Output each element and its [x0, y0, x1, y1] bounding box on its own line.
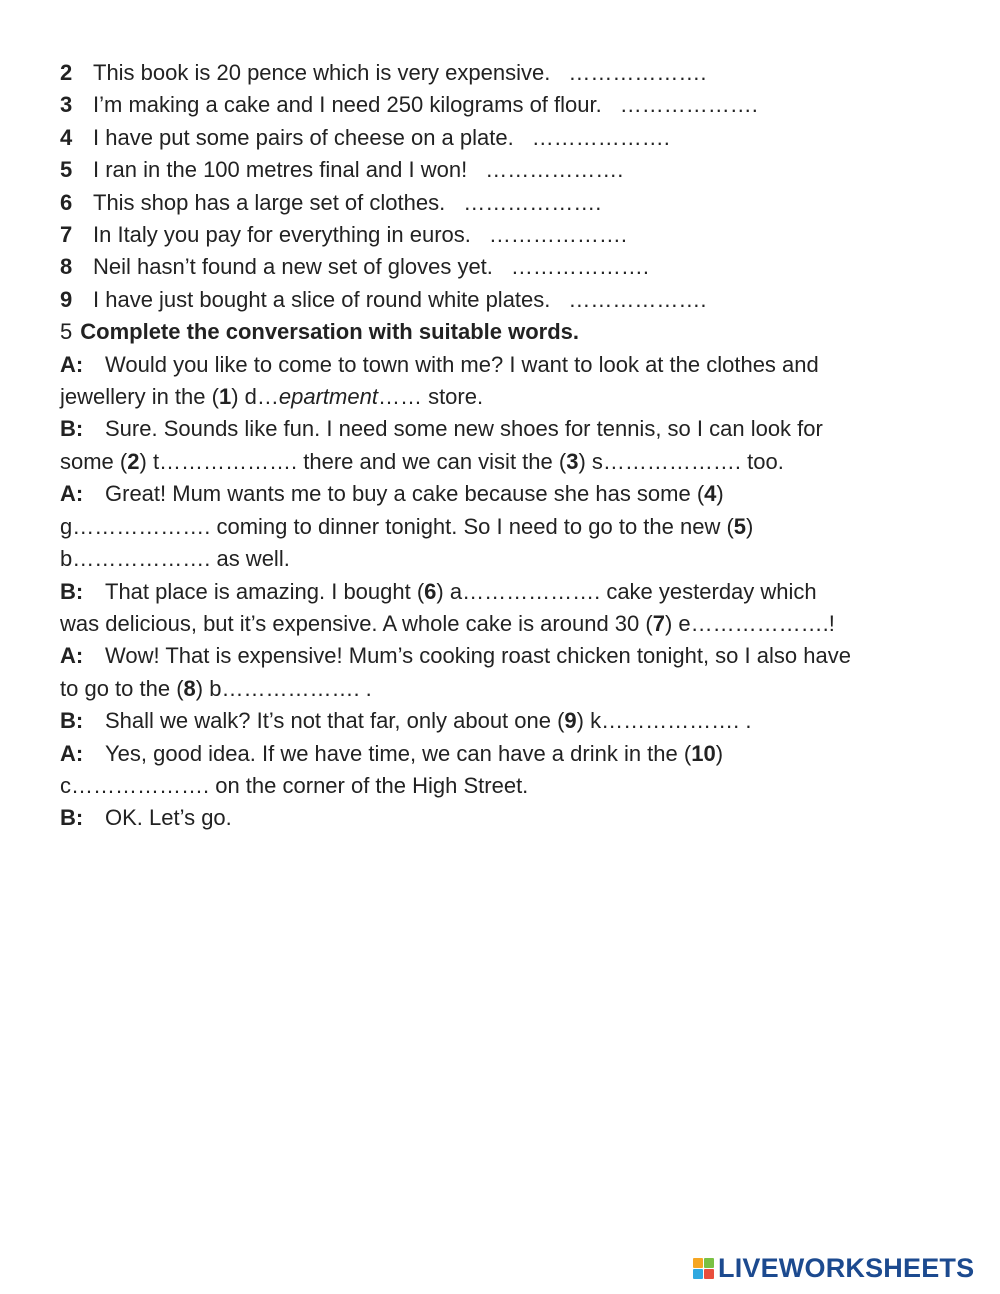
answer-blank[interactable]: ) a………………. cake yesterday which	[436, 578, 817, 604]
list-item	[60, 284, 960, 316]
section-heading	[60, 316, 960, 348]
speaker-label: A:	[60, 740, 84, 766]
answer-blank[interactable]: ) k………………. .	[576, 708, 752, 734]
answer-blank[interactable]: ) b………………. .	[195, 675, 372, 701]
gap-number: 6	[424, 578, 437, 604]
item-number: 5	[60, 157, 73, 183]
gap-number: 9	[564, 708, 577, 734]
section-title: Complete the conversation with suitable words.	[80, 319, 579, 345]
speaker-label: B:	[60, 416, 84, 442]
turn-text: Yes, good idea. If we have time, we can have a drink in the (	[105, 740, 692, 766]
conversation	[60, 349, 960, 835]
example-answer: epartment	[278, 384, 378, 410]
logo-tile	[704, 1269, 714, 1279]
list-item	[60, 154, 960, 186]
item-text: This shop has a large set of clothes.	[93, 189, 446, 215]
turn-text: …… store.	[377, 384, 484, 410]
speaker-label: B:	[60, 578, 84, 604]
item-text: In Italy you pay for everything in euros.	[93, 222, 471, 248]
turn-text: Great! Mum wants me to buy a cake because she has some (	[105, 481, 705, 507]
item-number: 4	[60, 124, 73, 150]
answer-blank[interactable]: ) t………………. there and we can visit the (	[139, 448, 567, 474]
answer-blank[interactable]: ……………….	[510, 254, 650, 280]
gap-number: 8	[183, 675, 196, 701]
gap-number: 3	[566, 448, 579, 474]
turn-text: Shall we walk? It’s not that far, only about one (	[105, 708, 565, 734]
list-item	[60, 187, 960, 219]
conversation-turn-b4	[60, 802, 960, 834]
gap-number: 10	[691, 740, 716, 766]
brand-name: LIVEWORKSHEETS	[718, 1252, 975, 1283]
logo-tile	[704, 1258, 714, 1268]
gap-number: 7	[652, 610, 665, 636]
turn-text: Wow! That is expensive! Mum’s cooking roast chicken tonight, so I also have	[105, 643, 851, 669]
turn-text: some (	[60, 448, 128, 474]
item-number: 3	[60, 92, 73, 118]
item-text: I have put some pairs of cheese on a plate.	[93, 124, 514, 150]
gap-number: 4	[704, 481, 717, 507]
item-number: 8	[60, 254, 73, 280]
turn-text: That place is amazing. I bought (	[105, 578, 425, 604]
item-text: I ran in the 100 metres final and I won!	[93, 157, 468, 183]
answer-blank[interactable]: ……………….	[568, 60, 707, 85]
answer-blank[interactable]: ……………….	[485, 157, 624, 183]
exercise-items	[60, 57, 960, 316]
conversation-turn-a1	[60, 349, 960, 414]
conversation-turn-b3	[60, 705, 960, 737]
answer-blank[interactable]: ) s………………. too.	[578, 448, 784, 474]
answer-blank[interactable]: b………………. as well.	[60, 546, 290, 572]
list-item	[60, 57, 960, 89]
liveworksheets-logo[interactable]	[693, 1251, 974, 1285]
turn-text: Sure. Sounds like fun. I need some new shoes for tennis, so I can look for	[105, 416, 823, 442]
answer-blank[interactable]: ……………….	[488, 222, 627, 248]
speaker-label: B:	[60, 708, 84, 734]
turn-text: )	[746, 513, 754, 539]
answer-blank[interactable]: ) e……………….!	[664, 610, 835, 636]
list-item	[60, 251, 960, 283]
answer-blank[interactable]: ……………….	[619, 92, 758, 118]
speaker-label: A:	[60, 643, 84, 669]
worksheet-page	[60, 57, 960, 835]
item-number: 2	[60, 60, 73, 85]
answer-blank[interactable]: c………………. on the corner of the High Street.	[60, 772, 529, 798]
speaker-label: A:	[60, 351, 84, 377]
turn-text: ) d…	[231, 384, 279, 410]
conversation-turn-a3	[60, 640, 960, 705]
answer-blank[interactable]: ……………….	[531, 124, 670, 150]
turn-text: Would you like to come to town with me? I want to look at the clothes and	[105, 351, 819, 377]
turn-text: OK. Let’s go.	[105, 805, 232, 831]
logo-tile	[693, 1269, 703, 1279]
logo-tile	[693, 1258, 703, 1268]
turn-text: )	[715, 740, 724, 766]
item-text: Neil hasn’t found a new set of gloves yet.	[93, 254, 493, 280]
list-item	[60, 89, 960, 121]
speaker-label: A:	[60, 481, 84, 507]
conversation-turn-a2	[60, 478, 960, 575]
gap-number: 2	[127, 448, 140, 474]
answer-blank[interactable]: ……………….	[463, 189, 602, 215]
conversation-turn-a4	[60, 738, 960, 803]
item-text: I have just bought a slice of round white plates.	[93, 286, 551, 312]
section-number: 5	[60, 319, 73, 345]
answer-blank[interactable]: ……………….	[568, 286, 707, 312]
gap-number: 1	[218, 384, 232, 410]
item-number: 7	[60, 222, 73, 248]
answer-blank[interactable]: g………………. coming to dinner tonight. So I need to go to the new (	[60, 513, 734, 539]
turn-text: to go to the (	[60, 675, 184, 701]
logo-mark-icon	[693, 1258, 714, 1279]
turn-text: was delicious, but it’s expensive. A whole cake is around 30 (	[60, 610, 653, 636]
list-item	[60, 122, 960, 154]
turn-text: jewellery in the (	[60, 384, 219, 410]
conversation-turn-b2	[60, 576, 960, 641]
item-number: 6	[60, 189, 73, 215]
conversation-turn-b1	[60, 413, 960, 478]
gap-number: 5	[733, 513, 747, 539]
item-number: 9	[60, 286, 73, 312]
list-item	[60, 219, 960, 251]
item-text: This book is 20 pence which is very expensive.	[93, 60, 551, 85]
item-text: I’m making a cake and I need 250 kilograms of flour.	[93, 92, 602, 118]
speaker-label: B:	[60, 805, 84, 831]
turn-text: )	[716, 481, 724, 507]
